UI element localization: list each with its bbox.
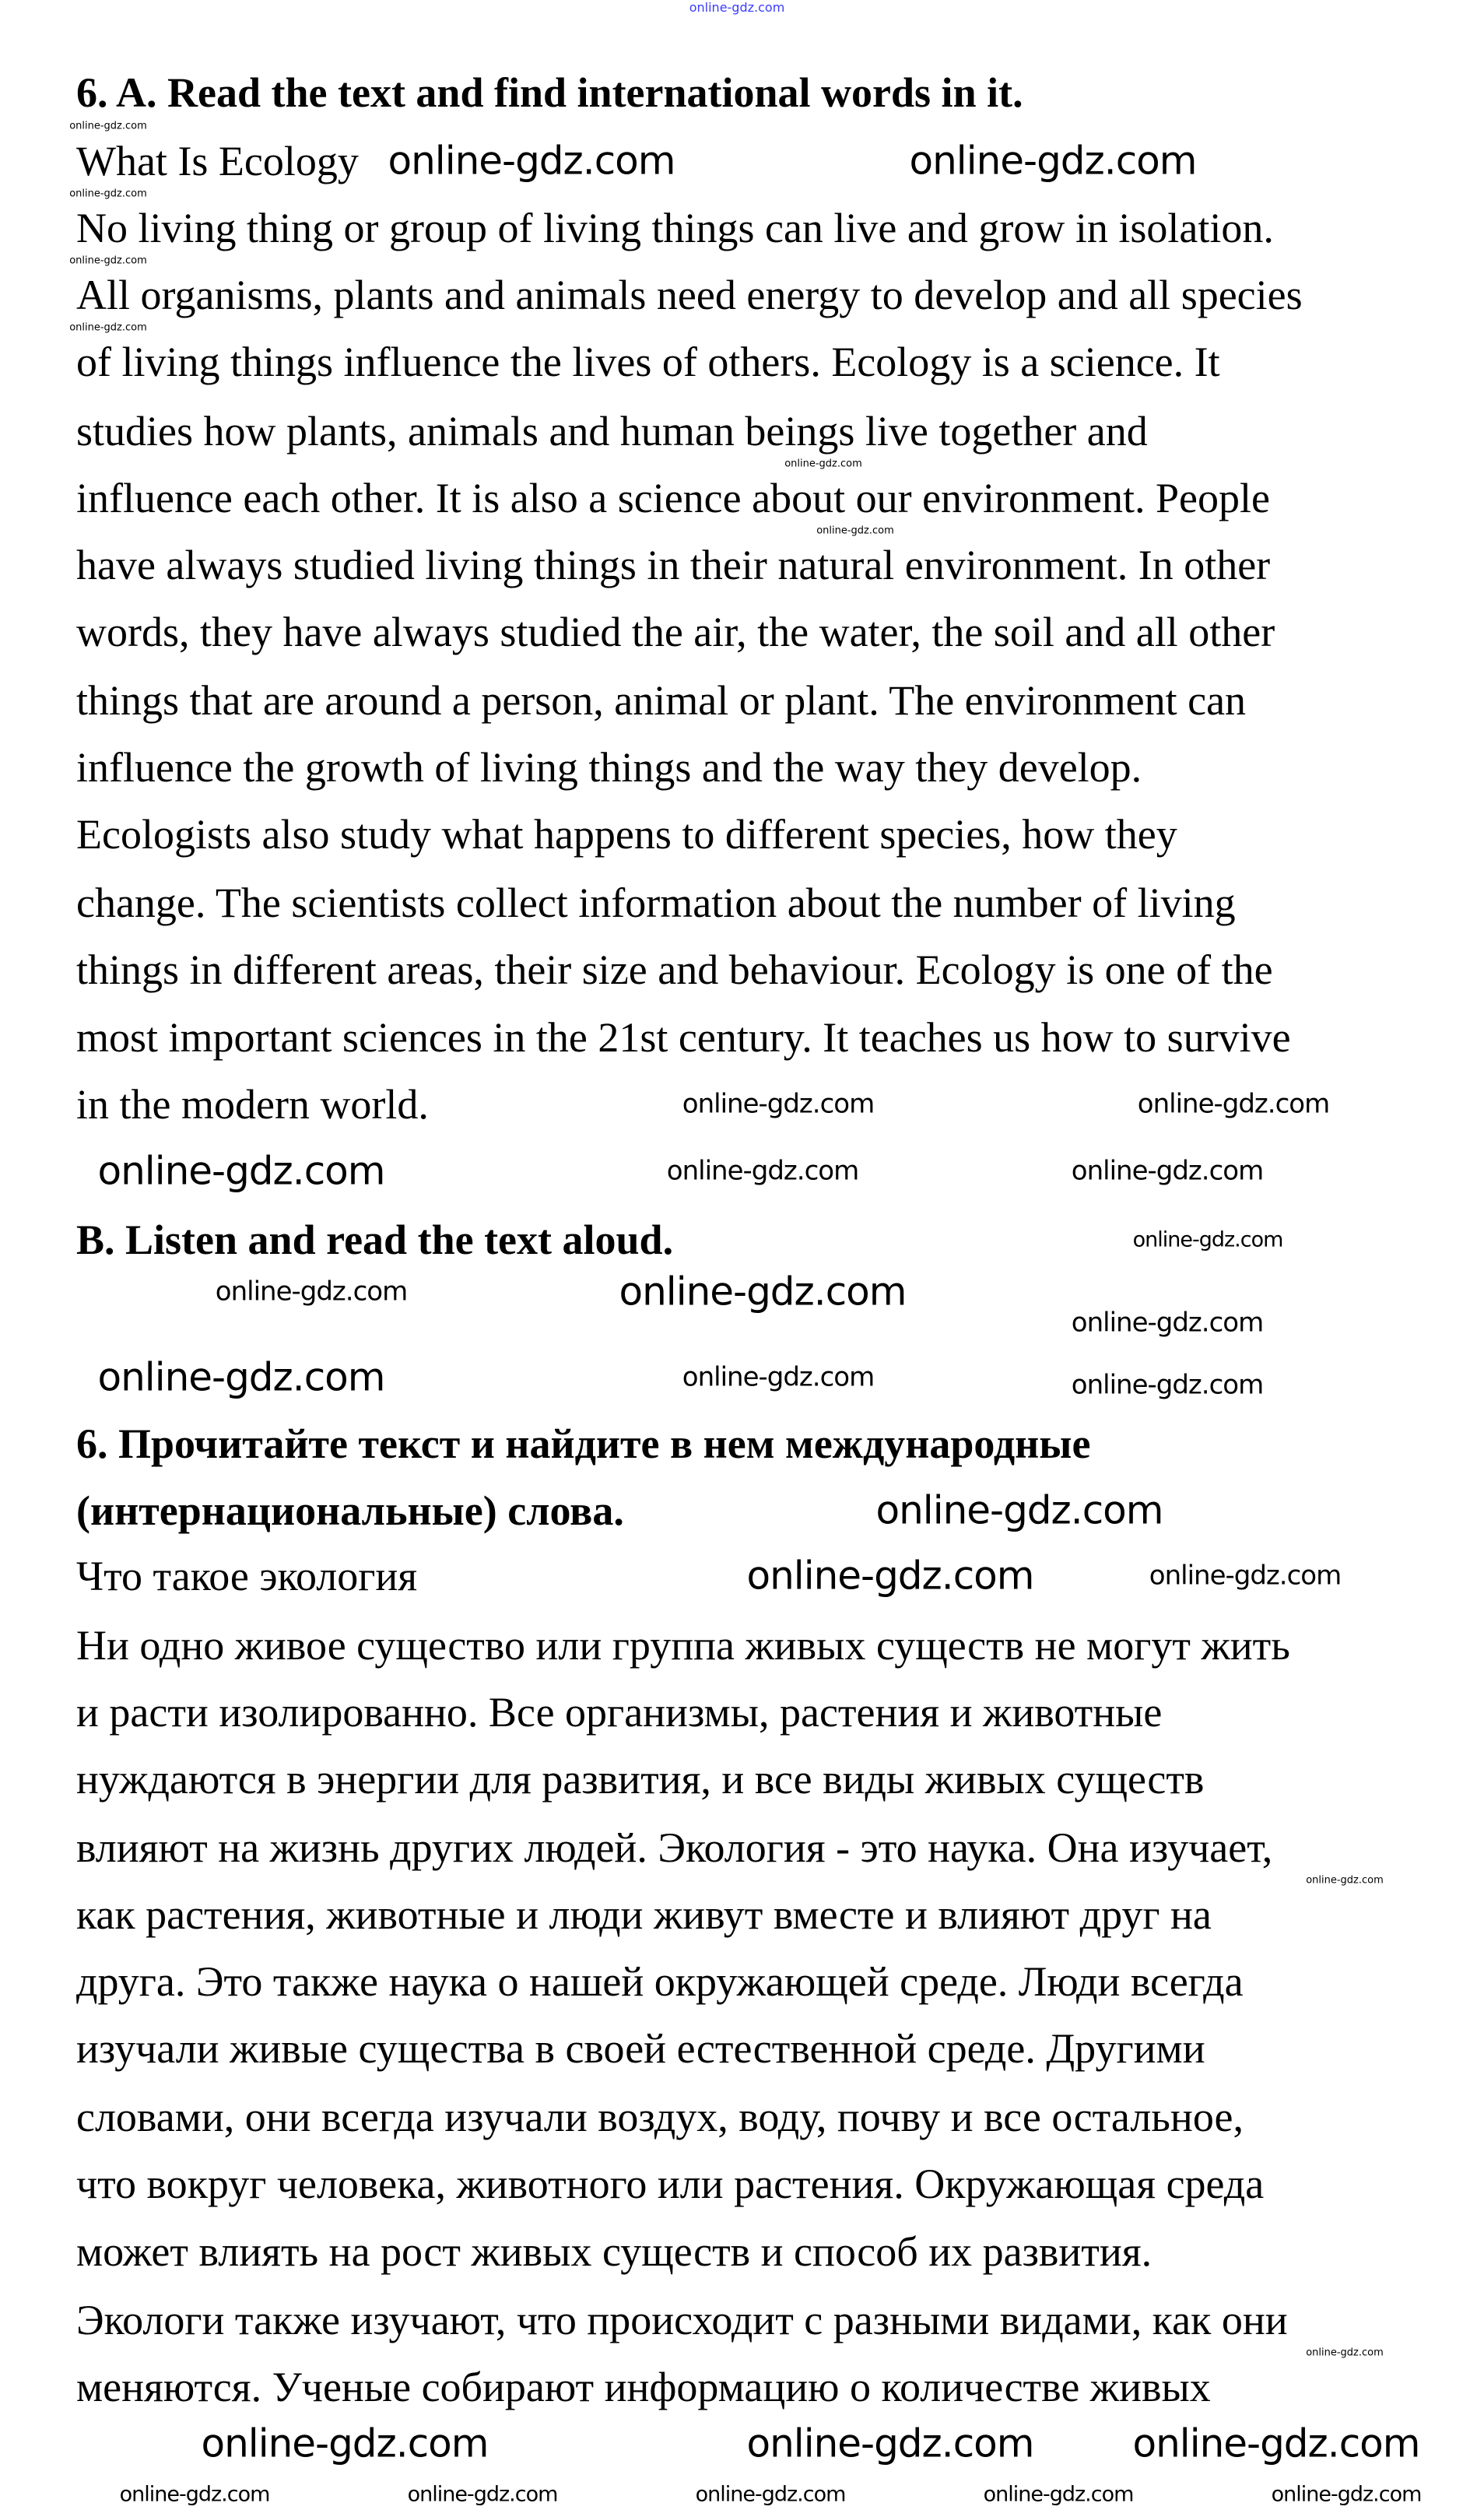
watermark: online-gdz.com bbox=[388, 138, 675, 184]
text-line: influence the growth of living things and the way they develop. bbox=[76, 744, 1142, 791]
translation-line: нуждаются в энергии для развития, и все виды живых существ bbox=[76, 1756, 1205, 1803]
translation-title: Что такое экология bbox=[76, 1553, 418, 1599]
watermark: online-gdz.com bbox=[201, 2420, 489, 2466]
text-line: influence each other. It is also a science about our environment. People bbox=[76, 475, 1270, 521]
translation-line: как растения, животные и люди живут вместе и влияют друг на bbox=[76, 1891, 1212, 1938]
watermark: online-gdz.com bbox=[97, 1148, 385, 1194]
text-line: in the modern world. bbox=[76, 1081, 429, 1128]
watermark: online-gdz.com bbox=[784, 458, 862, 470]
translation-line: Экологи также изучают, что происходит с разными видами, как они bbox=[76, 2297, 1288, 2343]
translation-line: меняются. Ученые собирают информацию о количестве живых bbox=[76, 2364, 1211, 2410]
watermark: online-gdz.com bbox=[1137, 1088, 1330, 1120]
text-line: of living things influence the lives of others. Ecology is a science. It bbox=[76, 339, 1220, 385]
translation-line: изучали живые существа в своей естественной среде. Другими bbox=[76, 2025, 1205, 2072]
watermark: online-gdz.com bbox=[69, 255, 147, 267]
watermark: online-gdz.com bbox=[746, 2420, 1034, 2466]
translation-line: друга. Это также наука о нашей окружающей среде. Люди всегда bbox=[76, 1958, 1244, 2005]
exercise-heading: 6. A. Read the text and find international words in it. bbox=[76, 69, 1023, 116]
text-line: change. The scientists collect information about the number of living bbox=[76, 879, 1236, 926]
watermark: online-gdz.com bbox=[1149, 1560, 1342, 1592]
watermark: online-gdz.com bbox=[1271, 2482, 1422, 2507]
watermark: online-gdz.com bbox=[119, 2482, 270, 2507]
translation-line: что вокруг человека, животного или растения. Окружающая среда bbox=[76, 2161, 1265, 2207]
watermark: online-gdz.com bbox=[1132, 2420, 1420, 2466]
watermark: online-gdz.com bbox=[682, 1088, 875, 1120]
text-line: All organisms, plants and animals need energy to develop and all species bbox=[76, 272, 1303, 318]
text-line: things in different areas, their size and behaviour. Ecology is one of the bbox=[76, 946, 1273, 993]
watermark: online-gdz.com bbox=[407, 2482, 558, 2507]
watermark: online-gdz.com bbox=[816, 525, 894, 537]
part-b-heading: B. Listen and read the text aloud. bbox=[76, 1216, 674, 1263]
watermark: online-gdz.com bbox=[1071, 1369, 1264, 1401]
watermark: online-gdz.com bbox=[875, 1487, 1163, 1533]
watermark: online-gdz.com bbox=[909, 138, 1197, 184]
watermark: online-gdz.com bbox=[1071, 1307, 1264, 1339]
watermark: online-gdz.com bbox=[69, 188, 147, 200]
text-line: words, they have always studied the air, the water, the soil and all other bbox=[76, 609, 1275, 655]
text-line: have always studied living things in their natural environment. In other bbox=[76, 542, 1271, 588]
translation-line: влияют на жизнь других людей. Экология - это наука. Она изучает, bbox=[76, 1824, 1273, 1871]
watermark: online-gdz.com bbox=[619, 1269, 907, 1315]
text-title: What Is Ecology bbox=[76, 138, 359, 184]
watermark: online-gdz.com bbox=[215, 1276, 408, 1308]
watermark: online-gdz.com bbox=[1306, 2347, 1384, 2359]
watermark: online-gdz.com bbox=[666, 1155, 859, 1187]
text-line: studies how plants, animals and human beings live together and bbox=[76, 408, 1148, 455]
text-line: most important sciences in the 21st century. It teaches us how to survive bbox=[76, 1014, 1291, 1061]
watermark: online-gdz.com bbox=[1071, 1155, 1264, 1187]
watermark: online-gdz.com bbox=[1132, 1227, 1283, 1252]
watermark: online-gdz.com bbox=[97, 1354, 385, 1400]
watermark: online-gdz.com bbox=[1306, 1874, 1384, 1887]
watermark: online-gdz.com bbox=[69, 120, 147, 132]
translation-line: Ни одно живое существо или группа живых существ не могут жить bbox=[76, 1622, 1290, 1669]
watermark: online-gdz.com bbox=[695, 2482, 846, 2507]
watermark: online-gdz.com bbox=[746, 1553, 1034, 1599]
translation-heading: (интернациональные) слова. bbox=[76, 1487, 624, 1534]
text-line: Ecologists also study what happens to different species, how they bbox=[76, 811, 1177, 858]
watermark: online-gdz.com bbox=[682, 1361, 875, 1393]
watermark: online-gdz.com bbox=[689, 0, 785, 15]
text-line: No living thing or group of living things can live and grow in isolation. bbox=[76, 205, 1274, 251]
translation-line: словами, они всегда изучали воздух, воду, почву и все остальное, bbox=[76, 2094, 1244, 2140]
watermark: online-gdz.com bbox=[983, 2482, 1134, 2507]
text-line: things that are around a person, animal or plant. The environment can bbox=[76, 677, 1247, 724]
watermark: online-gdz.com bbox=[69, 321, 147, 334]
translation-line: и расти изолированно. Все организмы, растения и животные bbox=[76, 1689, 1163, 1736]
translation-heading: 6. Прочитайте текст и найдите в нем международные bbox=[76, 1420, 1091, 1467]
translation-line: может влиять на рост живых существ и способ их развития. bbox=[76, 2228, 1152, 2275]
